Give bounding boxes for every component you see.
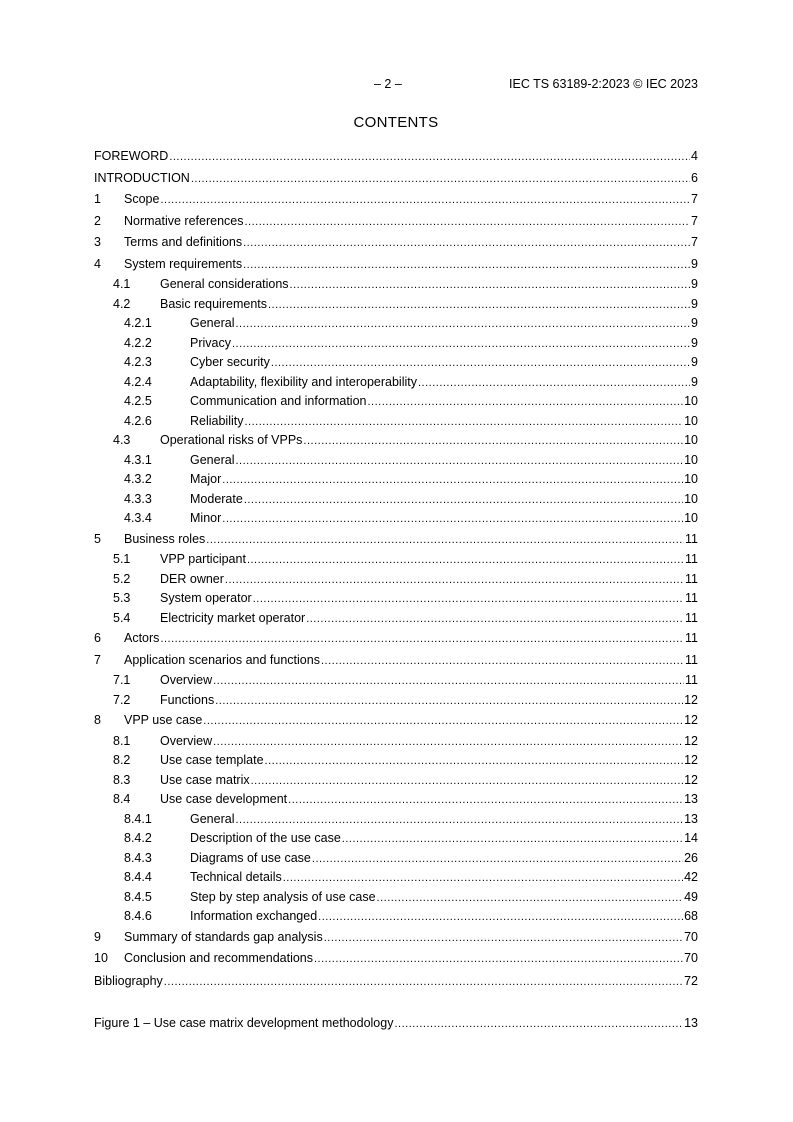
toc-entry-page: 9	[691, 355, 698, 369]
toc-entry-page: 10	[684, 472, 698, 486]
toc-entry[interactable]	[94, 254, 698, 276]
dot-leader	[394, 1013, 683, 1034]
toc-entry-title: Adaptability, flexibility and interoperability	[190, 374, 417, 389]
toc-entry-number: 4.2	[113, 296, 131, 311]
toc-entry-page: 49	[684, 889, 698, 904]
figure-entry[interactable]	[94, 1012, 698, 1034]
toc-entry-page: 9	[691, 374, 698, 389]
toc-entry[interactable]	[94, 710, 698, 732]
dot-leader	[243, 233, 690, 254]
dot-leader	[215, 692, 683, 711]
toc-entry-title: FOREWORD	[94, 149, 169, 163]
dot-leader	[318, 908, 683, 927]
toc-entry-title: General	[190, 316, 235, 330]
toc-entry-number: 5	[94, 531, 101, 546]
toc-entry-page: 68	[684, 909, 698, 923]
toc-entry-page: 10	[684, 491, 698, 506]
toc-entry-page: 7	[691, 192, 698, 206]
toc-entry-page: 11	[685, 591, 698, 605]
toc-entry-title: Scope	[124, 192, 160, 206]
toc-entry-title: Application scenarios and functions	[124, 652, 320, 667]
dot-leader	[268, 296, 690, 315]
toc-entry-number: 8.2	[113, 753, 131, 767]
toc-entry-title: Bibliography	[94, 973, 163, 988]
toc-entry-number: 5.1	[113, 552, 131, 566]
toc-entry[interactable]	[94, 609, 698, 629]
toc-entry-number: 8.4.5	[124, 889, 152, 904]
dot-leader	[225, 571, 684, 590]
toc-entry-title: General considerations	[160, 277, 289, 291]
dot-leader	[160, 629, 684, 650]
toc-entry-title: INTRODUCTION	[94, 171, 190, 185]
toc-entry[interactable]	[94, 650, 698, 672]
toc-entry-number: 6	[94, 631, 101, 645]
dot-leader	[244, 491, 683, 510]
toc-entry[interactable]	[94, 334, 698, 354]
toc-entry-title: Cyber security	[190, 355, 270, 369]
toc-entry-page: 13	[684, 792, 698, 806]
toc-entry-page: 4	[691, 149, 698, 163]
toc-entry[interactable]	[94, 275, 698, 295]
dot-leader	[191, 168, 690, 189]
toc-entry-page: 10	[684, 433, 698, 447]
toc-entry[interactable]	[94, 948, 698, 970]
toc-entry-page: 13	[684, 811, 698, 826]
toc-entry-number: 5.4	[113, 610, 131, 625]
toc-entry-title: Diagrams of use case	[190, 850, 311, 865]
toc-entry-page: 11	[685, 552, 698, 566]
figure-entry-title: Figure 1 – Use case matrix development methodology	[94, 1016, 394, 1030]
toc-entry-title: Step by step analysis of use case	[190, 889, 376, 904]
dot-leader	[160, 190, 690, 211]
toc-entry-title: DER owner	[160, 571, 224, 586]
toc-entry-title: Functions	[160, 692, 215, 707]
toc-entry-title: Electricity market operator	[160, 610, 306, 625]
toc-entry-page: 70	[684, 951, 698, 965]
toc-entry-page: 70	[684, 929, 698, 944]
toc-entry-title: Actors	[124, 631, 160, 645]
figure-entry-page: 13	[684, 1016, 698, 1030]
toc-entry[interactable]	[94, 751, 698, 771]
toc-entry-number: 8.4.4	[124, 870, 152, 884]
toc-entry-page: 11	[685, 571, 698, 586]
toc-entry-page: 42	[684, 870, 698, 884]
dot-leader	[306, 610, 684, 629]
toc-entry-number: 8.4	[113, 792, 131, 806]
toc-entry-number: 4.2.4	[124, 374, 152, 389]
toc-entry-title: Overview	[160, 673, 213, 687]
toc-entry[interactable]	[94, 451, 698, 471]
toc-entry-number: 5.3	[113, 591, 131, 605]
toc-entry-title: Overview	[160, 733, 213, 748]
dot-leader	[367, 393, 683, 412]
document-id: IEC TS 63189-2:2023 © IEC 2023	[509, 77, 698, 91]
dot-leader	[245, 413, 684, 432]
toc-entry-number: 4.2.6	[124, 413, 152, 428]
dot-leader	[271, 354, 690, 373]
toc-entry-number: 4.2.3	[124, 355, 152, 369]
toc-entry-page: 7	[691, 235, 698, 249]
toc-entry-number: 4.2.2	[124, 335, 152, 350]
toc-entry-page: 6	[691, 171, 698, 185]
toc-entry-number: 4.3.2	[124, 472, 152, 486]
page-header	[94, 76, 698, 92]
toc-entry-title: Reliability	[190, 413, 244, 428]
toc-entry-number: 5.2	[113, 571, 131, 586]
toc-entry-page: 14	[684, 831, 698, 845]
dot-leader	[235, 452, 683, 471]
toc-entry[interactable]	[94, 829, 698, 849]
toc-entry[interactable]	[94, 790, 698, 810]
dot-leader	[342, 830, 683, 849]
toc-entry-title: Major	[190, 472, 222, 486]
dot-leader	[312, 850, 683, 869]
dot-leader	[222, 510, 683, 529]
toc-entry[interactable]	[94, 732, 698, 752]
toc-entry[interactable]	[94, 849, 698, 869]
toc-entry-title: Terms and definitions	[124, 235, 243, 249]
dot-leader	[206, 530, 684, 551]
toc-entry-number: 10	[94, 951, 108, 965]
toc-entry-page: 26	[684, 850, 698, 865]
contents-title: CONTENTS	[353, 114, 439, 131]
toc-entry[interactable]	[94, 314, 698, 334]
dot-leader	[245, 212, 691, 233]
toc-entry[interactable]	[94, 550, 698, 570]
toc-entry-number: 8.4.2	[124, 831, 152, 845]
toc-entry[interactable]	[94, 628, 698, 650]
dot-leader	[203, 711, 683, 732]
toc-entry-page: 12	[684, 753, 698, 767]
dot-leader	[213, 733, 683, 752]
toc-entry-number: 9	[94, 929, 101, 944]
toc-entry-number: 4.2.5	[124, 394, 152, 408]
dot-leader	[321, 651, 684, 672]
dot-leader	[283, 869, 683, 888]
dot-leader	[303, 432, 683, 451]
toc-entry-number: 8.4.6	[124, 909, 152, 923]
toc-entry-number: 4	[94, 256, 101, 271]
toc-entry-page: 11	[685, 652, 698, 667]
toc-entry[interactable]	[94, 373, 698, 393]
toc-entry-page: 10	[684, 511, 698, 525]
toc-entry-title: Operational risks of VPPs	[160, 433, 303, 447]
toc-entry-title: VPP use case	[124, 713, 203, 727]
dot-leader	[213, 672, 684, 691]
toc-entry-title: VPP participant	[160, 552, 246, 566]
dot-leader	[235, 811, 683, 830]
toc-entry[interactable]	[94, 509, 698, 529]
toc-entry-title: Privacy	[190, 335, 231, 350]
toc-entry[interactable]	[94, 353, 698, 373]
toc-entry-number: 4.3	[113, 433, 131, 447]
toc-entry-number: 4.1	[113, 277, 131, 291]
toc-entry-title: Business roles	[124, 531, 206, 546]
toc-entry[interactable]	[94, 970, 698, 992]
toc-entry-page: 10	[684, 452, 698, 467]
toc-entry-number: 8.1	[113, 733, 131, 748]
toc-entry[interactable]	[94, 232, 698, 254]
toc-entry-number: 8	[94, 713, 101, 727]
toc-entry[interactable]	[94, 589, 698, 609]
toc-entry[interactable]	[94, 145, 698, 167]
toc-entry[interactable]	[94, 927, 698, 949]
toc-entry-page: 7	[691, 213, 698, 228]
toc-entry-page: 9	[691, 296, 698, 311]
toc-entry-page: 9	[691, 256, 698, 271]
toc-entry-title: Normative references	[124, 213, 244, 228]
toc-entry[interactable]	[94, 771, 698, 791]
toc-entry-number: 4.3.4	[124, 511, 152, 525]
toc-entry-number: 8.3	[113, 772, 131, 787]
toc-entry-title: Technical details	[190, 870, 282, 884]
toc-entry-title: General	[190, 811, 235, 826]
toc-entry-number: 4.3.1	[124, 452, 152, 467]
toc-entry-number: 2	[94, 213, 101, 228]
toc-entry[interactable]	[94, 868, 698, 888]
toc-entry-page: 11	[685, 673, 698, 687]
toc-entry-page: 11	[685, 531, 698, 546]
toc-entry-page: 9	[691, 277, 698, 291]
toc-entry-page: 12	[684, 772, 698, 787]
dot-leader	[288, 791, 683, 810]
page-number: – 2 –	[374, 77, 402, 91]
toc-entry-number: 4.2.1	[124, 316, 152, 330]
dot-leader	[253, 590, 684, 609]
dot-leader	[324, 928, 683, 949]
toc-entry-page: 9	[691, 335, 698, 350]
toc-entry-page: 12	[684, 733, 698, 748]
toc-entry-title: Minor	[190, 511, 222, 525]
toc-entry-title: Basic requirements	[160, 296, 267, 311]
dot-leader	[265, 752, 684, 771]
toc-entry-number: 4.3.3	[124, 491, 152, 506]
toc-entry[interactable]	[94, 570, 698, 590]
toc-entry-number: 3	[94, 235, 101, 249]
dot-leader	[247, 551, 684, 570]
toc-entry-title: Moderate	[190, 491, 243, 506]
dot-leader	[290, 276, 691, 295]
toc-entry[interactable]	[94, 412, 698, 432]
toc-entry[interactable]	[94, 671, 698, 691]
toc-entry[interactable]	[94, 189, 698, 211]
toc-entry-title: Description of the use case	[190, 831, 341, 845]
toc-entry-number: 8.4.1	[124, 811, 152, 826]
toc-entry[interactable]	[94, 470, 698, 490]
dot-leader	[222, 471, 683, 490]
toc-entry-page: 12	[684, 692, 698, 707]
toc-entry-number: 7	[94, 652, 101, 667]
dot-leader	[243, 255, 690, 276]
toc-entry-page: 72	[684, 973, 698, 988]
toc-entry-title: System operator	[160, 591, 252, 605]
toc-entry-title: Information exchanged	[190, 909, 318, 923]
toc-entry-page: 10	[684, 394, 698, 408]
toc-entry[interactable]	[94, 490, 698, 510]
toc-entry-title: Use case matrix	[160, 772, 250, 787]
list-of-figures	[94, 1012, 698, 1034]
toc-entry[interactable]	[94, 888, 698, 908]
dot-leader	[314, 949, 683, 970]
toc-entry-page: 11	[685, 610, 698, 625]
dot-leader	[251, 772, 683, 791]
toc-entry-page: 11	[685, 631, 698, 645]
toc-entry-title: Communication and information	[190, 394, 367, 408]
toc-entry-number: 1	[94, 192, 101, 206]
toc-entry-title: System requirements	[124, 256, 243, 271]
toc-entry[interactable]	[94, 295, 698, 315]
toc-entry[interactable]	[94, 431, 698, 451]
toc-entry[interactable]	[94, 392, 698, 412]
dot-leader	[235, 315, 690, 334]
toc-entry-page: 12	[684, 713, 698, 727]
toc-entry-page: 9	[691, 316, 698, 330]
toc-entry[interactable]	[94, 691, 698, 711]
toc-entry[interactable]	[94, 211, 698, 233]
dot-leader	[169, 146, 690, 167]
table-of-contents	[94, 145, 698, 992]
toc-entry-title: Summary of standards gap analysis	[124, 929, 323, 944]
toc-entry-title: Use case template	[160, 753, 264, 767]
toc-entry-title: Use case development	[160, 792, 288, 806]
toc-entry[interactable]	[94, 810, 698, 830]
toc-entry[interactable]	[94, 167, 698, 189]
dot-leader	[377, 889, 684, 908]
toc-entry-number: 7.2	[113, 692, 131, 707]
toc-entry-title: Conclusion and recommendations	[124, 951, 313, 965]
dot-leader	[232, 335, 690, 354]
dot-leader	[164, 971, 683, 992]
toc-entry-page: 10	[684, 413, 698, 428]
dot-leader	[418, 374, 690, 393]
toc-entry-number: 8.4.3	[124, 850, 152, 865]
toc-entry-title: General	[190, 452, 235, 467]
toc-entry[interactable]	[94, 529, 698, 551]
toc-entry[interactable]	[94, 907, 698, 927]
toc-entry-number: 7.1	[113, 673, 131, 687]
